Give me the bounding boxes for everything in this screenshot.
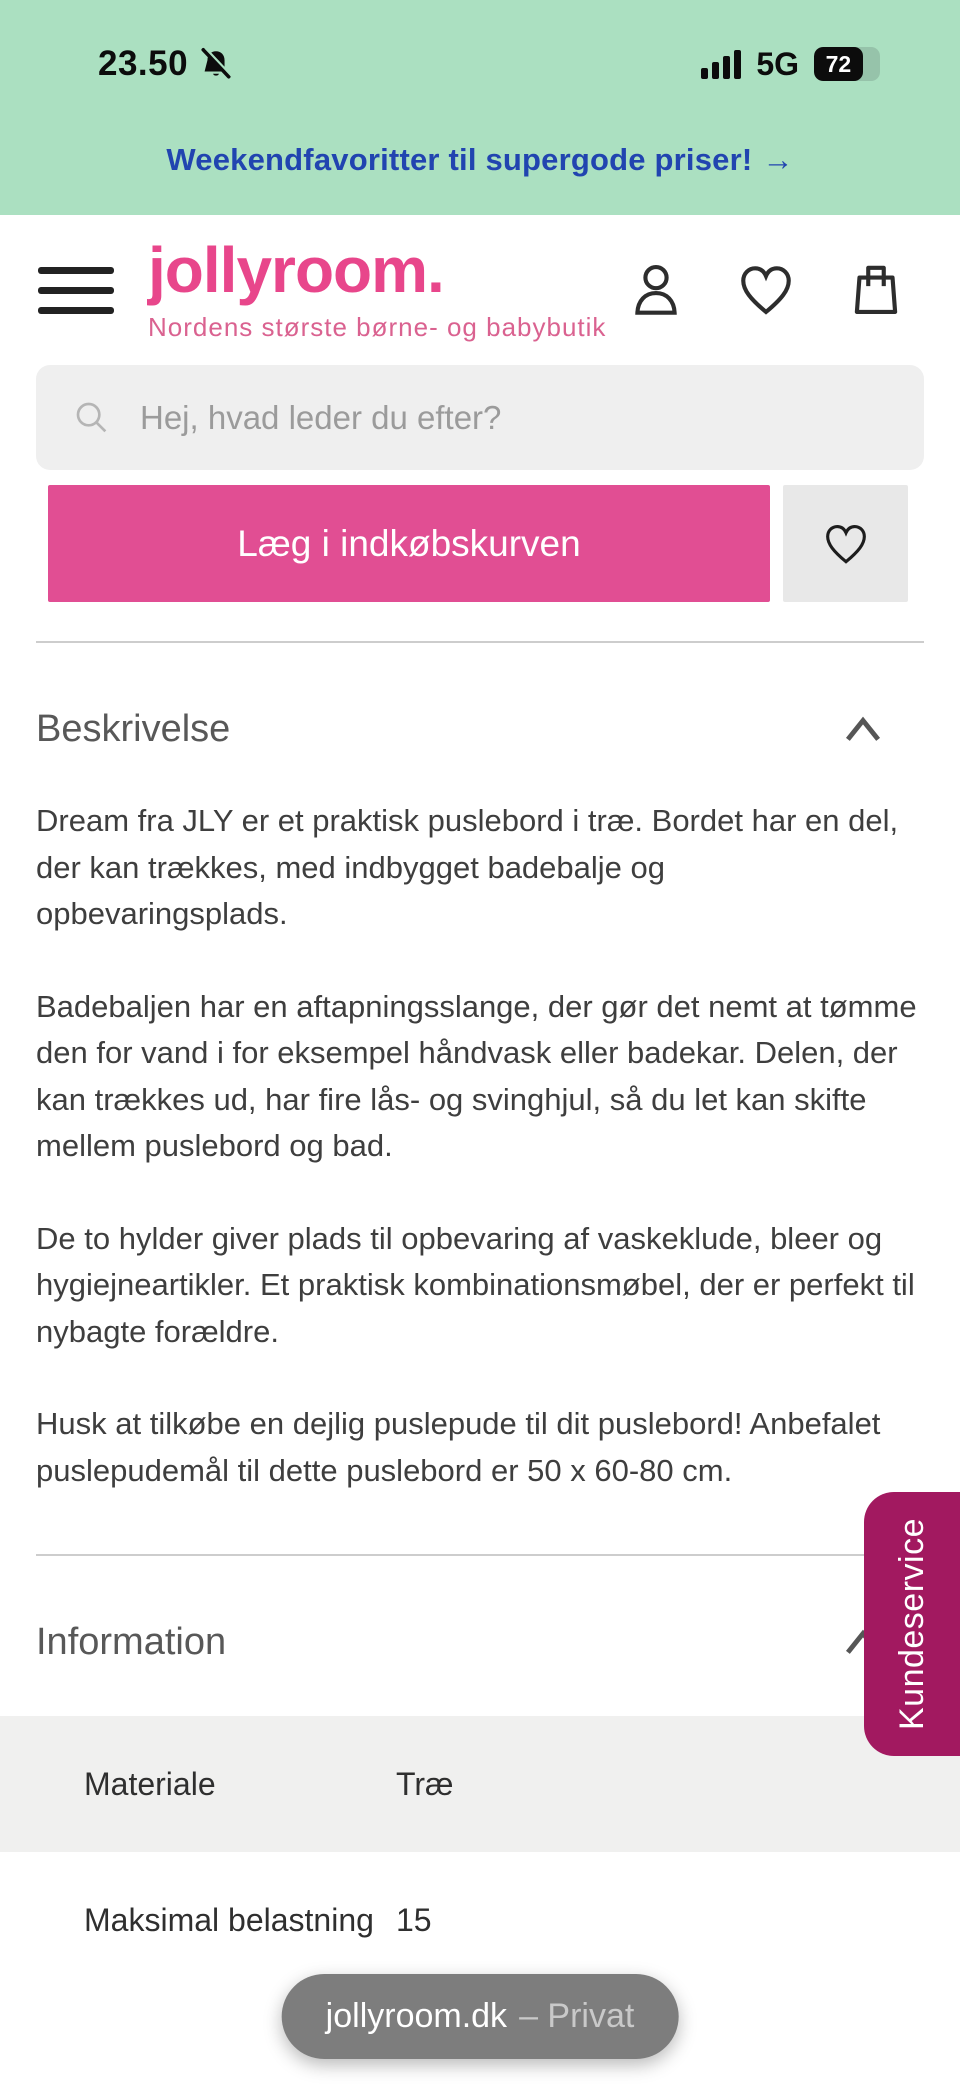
- tagline: Nordens største børne- og babybutik: [148, 311, 607, 342]
- status-banner-area: [0, 0, 960, 215]
- shopping-bag-icon: [845, 257, 907, 323]
- customer-service-tab[interactable]: [864, 1492, 960, 1756]
- promo-banner-link[interactable]: [166, 142, 793, 177]
- network-type: 5G: [756, 45, 799, 82]
- status-right: [701, 46, 880, 83]
- description-paragraph: Dream fra JLY er et praktisk puslebord i træ. Bordet har en del, der kan trækkes, med indbygget badebalje og opbevaringsplads.: [36, 803, 899, 931]
- status-left: [98, 44, 234, 84]
- bell-slash-icon: [198, 46, 234, 82]
- battery-level: 72: [814, 47, 863, 81]
- description-section-header[interactable]: [36, 643, 924, 755]
- arrow-right-icon: →: [762, 142, 794, 177]
- account-button[interactable]: [624, 255, 688, 325]
- info-row-label: Materiale: [84, 1766, 216, 1802]
- header-icons: [624, 255, 908, 325]
- info-row-label: Maksimal belastning: [84, 1902, 374, 1938]
- description-paragraph: Badebaljen har en aftapningsslange, der gør det nemt at tømme den for vand i for eksempel håndvask eller badekar. Delen, der kan trækkes ud, har fire lås- og svinghjul, så du let kan skifte mellem puslebord og bad.: [36, 988, 917, 1163]
- clock: 23.50: [98, 44, 189, 83]
- heart-icon: [735, 257, 797, 323]
- information-section-header[interactable]: [36, 1556, 924, 1668]
- cellular-signal-icon: [701, 49, 741, 79]
- description-paragraph: De to hylder giver plads til opbevaring af vaskeklude, bleer og hygiejneartikler. Et praktisk kombinationsmøbel, der er perfekt til nybagte forældre.: [36, 1220, 915, 1349]
- browser-address-pill[interactable]: [282, 1974, 679, 2059]
- information-title: Information: [36, 1621, 227, 1663]
- description-paragraph: Husk at tilkøbe en dejlig puslepude til dit puslebord! Anbefalet puslepudemål til dette puslebord er 50 x 60-80 cm.: [36, 1406, 881, 1488]
- heart-icon: [821, 519, 871, 569]
- table-row: [0, 1852, 960, 1988]
- private-mode-label: – Privat: [519, 1997, 635, 2035]
- promo-banner: [0, 142, 960, 178]
- description-body: [36, 798, 924, 1494]
- jollyroom-logo[interactable]: jollyroom.: [148, 233, 444, 306]
- person-icon: [625, 257, 687, 323]
- status-bar: [0, 0, 960, 84]
- cart-button[interactable]: [844, 255, 908, 325]
- site-header: [0, 215, 960, 365]
- info-row-value: Træ: [396, 1766, 454, 1802]
- add-to-cart-button[interactable]: Læg i indkøbskurven: [48, 485, 770, 602]
- info-row-value: 15: [396, 1902, 432, 1938]
- hamburger-menu-button[interactable]: [38, 261, 114, 320]
- search-icon: [72, 398, 112, 438]
- customer-service-label: Kundeservice: [892, 1517, 931, 1730]
- wishlist-button[interactable]: [783, 485, 908, 602]
- description-title: Beskrivelse: [36, 708, 231, 750]
- information-table: [0, 1716, 960, 1988]
- search-bar: [36, 365, 924, 470]
- search-input[interactable]: [140, 399, 894, 437]
- table-row: [0, 1716, 960, 1852]
- logo-block: [148, 233, 607, 343]
- promo-banner-text: Weekendfavoritter til supergode priser!: [166, 142, 753, 177]
- cta-row: [48, 485, 908, 602]
- battery-icon: [814, 47, 880, 81]
- favorites-button[interactable]: [734, 255, 798, 325]
- chevron-up-icon: [840, 712, 886, 746]
- browser-domain: jollyroom.dk: [325, 1997, 508, 2035]
